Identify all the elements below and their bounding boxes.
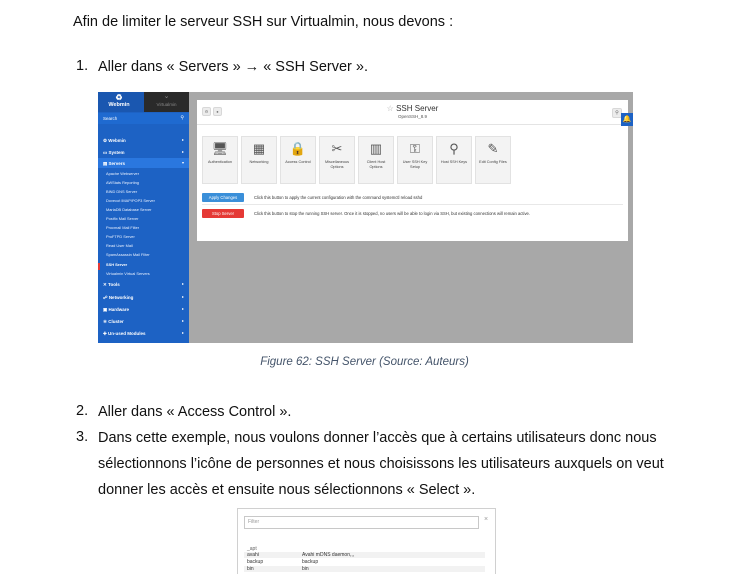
tile-user-ssh-key-setup[interactable] <box>397 136 433 184</box>
sidebar-item-servers[interactable] <box>98 158 189 168</box>
step-number: 3. <box>76 429 89 445</box>
sidebar-item-unused-modules[interactable] <box>98 328 189 338</box>
sidebar-item-networking[interactable] <box>98 292 189 302</box>
sidebar-subitem[interactable]: SpamAssassin Mail Filter <box>106 252 150 257</box>
user-row[interactable] <box>244 552 485 558</box>
sidebar-search[interactable] <box>98 113 189 124</box>
tile-label: Edit Config Files <box>479 160 507 164</box>
tile-label: Networking <box>249 160 269 164</box>
tile-label: Client Host Options <box>366 160 386 169</box>
puzzle-icon: ✚ <box>103 330 109 336</box>
sidebar-item-label: Cluster <box>108 318 124 324</box>
network-icon: ☍ <box>103 294 109 300</box>
lock-icon: 🔒 <box>289 141 307 156</box>
caret-right-icon: ▸ <box>181 330 184 335</box>
key-icon: ⚿ <box>410 141 420 156</box>
caret-right-icon: ▸ <box>181 137 184 142</box>
sidebar-subitem[interactable]: Read User Mail <box>106 243 133 248</box>
sidebar-item-tools[interactable] <box>98 279 189 289</box>
stop-server-description: Click this button to stop the running SSH server. Once it is stopped, no users will be able to login via SSH, but existing connections will remain active. <box>254 211 531 216</box>
sidebar-item-system[interactable] <box>98 147 189 157</box>
sidebar-subitem[interactable]: Postfix Mail Server <box>106 216 139 221</box>
caret-right-icon: ▸ <box>181 149 184 154</box>
step-text-line: donner les accès et ensuite nous sélectionnons « Select ». <box>98 482 476 498</box>
sidebar-subitem[interactable]: Virtualmin Virtual Servers <box>106 271 150 276</box>
monitor-icon: ▭ <box>103 149 109 155</box>
ssh-server-panel <box>197 100 628 241</box>
search-icon: ⚲ <box>180 115 184 121</box>
divider <box>202 204 623 205</box>
host-icon: ▥ <box>369 141 383 156</box>
notification-bell-icon[interactable]: 🔔 <box>621 113 633 126</box>
sidebar-subitem-ssh-server[interactable]: SSH Server <box>106 262 128 267</box>
sidebar-item-hardware[interactable] <box>98 304 189 314</box>
caret-right-icon: ▸ <box>181 318 184 323</box>
step-text: Aller dans « Access Control ». <box>98 404 292 420</box>
user-selector-screenshot <box>237 508 496 574</box>
sidebar-item-label: System <box>108 149 125 155</box>
sidebar-item-label: Webmin <box>108 137 126 143</box>
sidebar-subitem[interactable]: AWStats Reporting <box>106 180 139 185</box>
selected-marker <box>98 263 100 270</box>
tile-edit-config-files[interactable] <box>475 136 511 184</box>
webmin-logo-icon: ♻ <box>115 93 123 102</box>
close-icon[interactable]: × <box>484 516 489 523</box>
edit-config-icon: ✎ <box>487 141 499 156</box>
step-text-line: sélectionnons l’icône de personnes et nous choisissons les utilisateurs auxquels on veut <box>98 456 664 472</box>
cluster-icon: ⚛ <box>103 318 109 324</box>
sidebar-subitem[interactable]: Apache Webserver <box>106 171 140 176</box>
tile-miscellaneous-options[interactable] <box>319 136 355 184</box>
user-row[interactable] <box>244 559 485 565</box>
user-name: _apt <box>247 546 257 552</box>
virtualmin-tab[interactable] <box>144 92 189 112</box>
settings-gear-icon[interactable]: ⚙ <box>202 107 211 116</box>
user-name: avahi <box>247 552 259 558</box>
sidebar-item-label: Hardware <box>108 306 130 312</box>
tile-label: Host SSH Keys <box>440 160 468 164</box>
figure-caption: Figure 62: SSH Server (Source: Auteurs) <box>260 356 469 368</box>
tile-label: Miscellaneous Options <box>324 160 350 169</box>
hardware-icon: ▣ <box>103 306 109 312</box>
tile-label: User SSH Key Setup <box>402 160 428 169</box>
user-description: Avahi mDNS daemon,,, <box>302 552 355 558</box>
authentication-icon: 🖥 <box>211 141 229 156</box>
webmin-logo[interactable] <box>104 94 134 108</box>
user-row[interactable] <box>244 566 485 572</box>
filter-input[interactable] <box>244 516 479 529</box>
sidebar-search-placeholder: Search <box>103 116 118 121</box>
sidebar-subitem[interactable]: MariaDB Database Server <box>106 207 152 212</box>
virtualmin-label: Virtualmin <box>156 102 177 107</box>
tile-client-host-options[interactable] <box>358 136 394 184</box>
sidebar-subitem[interactable]: Procmail Mail Filter <box>106 225 140 230</box>
user-name: bin <box>247 566 254 572</box>
caret-right-icon: ▸ <box>181 281 184 286</box>
user-name: backup <box>247 559 264 565</box>
apply-changes-button[interactable]: Apply Changes <box>202 193 244 202</box>
tile-access-control[interactable] <box>280 136 316 184</box>
panel-search-icon[interactable]: ⚲ <box>612 108 622 118</box>
wrench-icon: ✕ <box>103 281 109 287</box>
sidebar-item-webmin[interactable] <box>98 135 189 145</box>
caret-right-icon: ▸ <box>181 306 184 311</box>
panel-header <box>197 100 628 125</box>
caret-right-icon: ▸ <box>181 294 184 299</box>
sidebar-item-label: Networking <box>108 294 134 300</box>
networking-icon: ▦ <box>252 141 266 156</box>
sidebar-item-label: Tools <box>108 281 120 287</box>
tile-host-ssh-keys[interactable] <box>436 136 472 184</box>
server-icon: ▤ <box>103 160 109 166</box>
caret-down-icon: ▾ <box>181 160 184 165</box>
module-config-icon[interactable]: ● <box>213 107 222 116</box>
star-icon[interactable]: ☆ <box>386 104 394 113</box>
step-number: 1. <box>76 58 89 74</box>
user-description: bin <box>302 566 309 572</box>
sidebar-item-cluster[interactable] <box>98 316 189 326</box>
sidebar-subitem[interactable]: Dovecot IMAP/POP3 Server <box>106 198 155 203</box>
apply-changes-description: Click this button to apply the current configuration with the command systemctl reload sshd <box>254 195 423 200</box>
tile-label: Authentication <box>207 160 233 164</box>
filter-placeholder: Filter <box>248 519 260 525</box>
sidebar-item-label: Servers <box>108 160 126 166</box>
intro-paragraph: Afin de limiter le serveur SSH sur Virtualmin, nous devons : <box>73 14 454 30</box>
step-text: Aller dans « Servers » → « SSH Server ». <box>98 59 368 75</box>
sidebar-subitem[interactable]: BIND DNS Server <box>106 189 138 194</box>
stop-server-button[interactable]: Stop Server <box>202 209 244 218</box>
tile-networking[interactable] <box>241 136 277 184</box>
sidebar-subitem[interactable]: ProFTPD Server <box>106 234 135 239</box>
page-subtitle: OpenSSH_8.9 <box>397 114 428 119</box>
tools-icon: ✂ <box>331 141 343 156</box>
webmin-brand: Webmin <box>108 102 130 108</box>
webmin-sidebar <box>98 92 189 343</box>
user-description: backup <box>302 559 319 565</box>
ssh-server-screenshot <box>98 92 633 343</box>
sidebar-item-label: Un-used Modules <box>108 330 146 336</box>
page-title <box>197 104 628 113</box>
step-text-line: Dans cette exemple, nous voulons donner l’accès que à certains utilisateurs donc nous <box>98 430 657 446</box>
host-key-icon: ⚲ <box>449 141 459 156</box>
sidebar-header <box>98 92 189 112</box>
gear-icon: ⚙ <box>103 137 109 143</box>
tile-authentication[interactable] <box>202 136 238 184</box>
page-title-text: SSH Server <box>396 104 439 113</box>
chevron-down-icon: ⌄ <box>163 93 170 100</box>
tile-label: Access Control <box>285 160 311 164</box>
step-number: 2. <box>76 403 89 419</box>
